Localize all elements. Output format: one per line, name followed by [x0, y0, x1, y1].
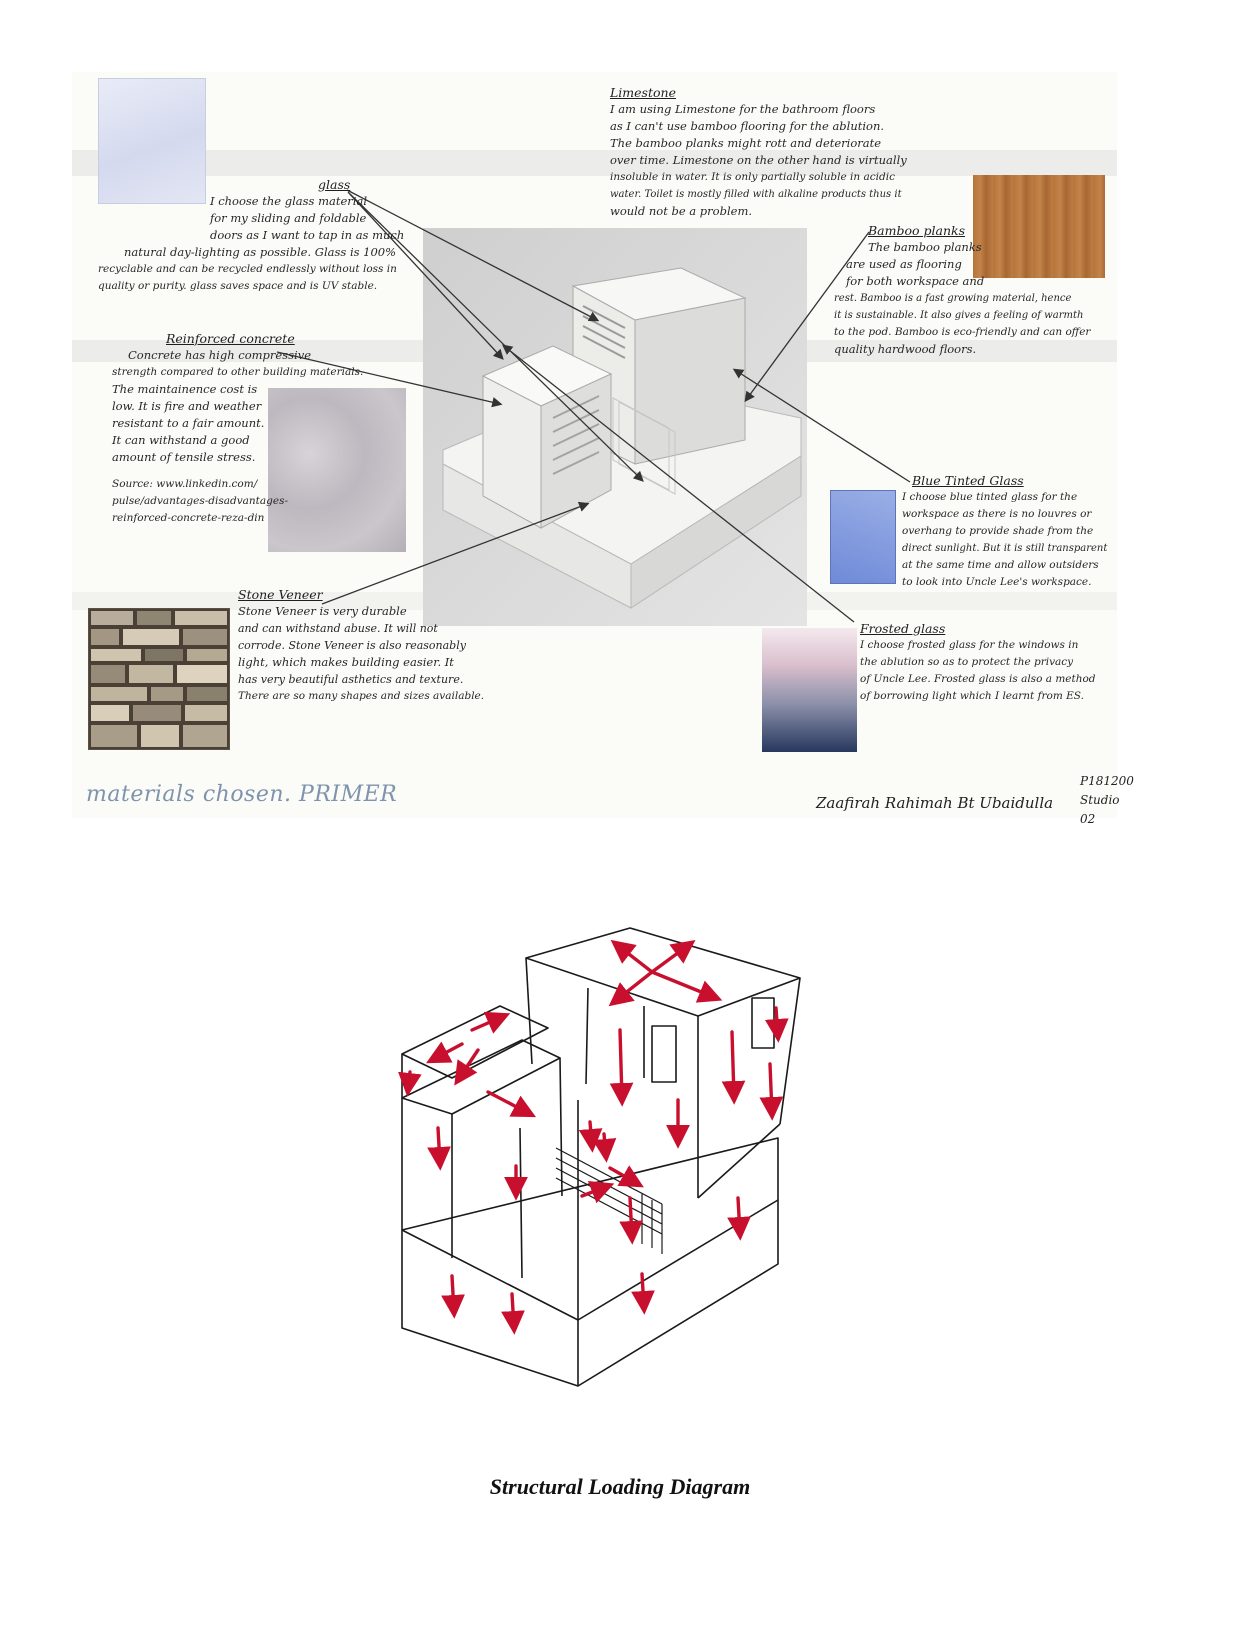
note-line: over time. Limestone on the other hand is virtually — [610, 153, 907, 167]
concrete-heading: Reinforced concrete — [166, 331, 295, 346]
note-line: the ablution so as to protect the privacy — [860, 656, 1074, 668]
source-line: reinforced-concrete-reza-din — [112, 512, 265, 524]
note-line: Stone Veneer is very durable — [238, 604, 407, 618]
note-line: direct sunlight. But it is still transparent — [902, 543, 1108, 554]
structural-loading-sketch — [392, 928, 822, 1386]
note-line: water. Toilet is mostly filled with alkaline products thus it — [610, 189, 902, 200]
note-line: recyclable and can be recycled endlessly without loss in — [98, 263, 397, 275]
note-line: of borrowing light which I learnt from ES. — [860, 690, 1084, 702]
note-line: quality or purity. glass saves space and is UV stable. — [98, 280, 378, 292]
note-line: and can withstand abuse. It will not — [238, 622, 438, 635]
glass-heading: glass — [318, 177, 351, 192]
blue-glass-heading: Blue Tinted Glass — [912, 473, 1024, 488]
limestone-heading: Limestone — [610, 85, 676, 100]
frosted-glass-swatch — [762, 628, 857, 752]
source-line: Source: www.linkedin.com/ — [112, 478, 258, 490]
note-line: insoluble in water. It is only partially soluble in acidic — [610, 171, 895, 183]
note-line: There are so many shapes and sizes available. — [238, 690, 485, 702]
note-line: The bamboo planks — [868, 240, 982, 254]
bamboo-note — [834, 222, 1116, 358]
blue-glass-note — [902, 472, 1116, 591]
frosted-glass-heading: Frosted glass — [860, 621, 946, 636]
note-line: I choose frosted glass for the windows in — [860, 639, 1079, 651]
note-line: The bamboo planks might rott and deteriorate — [610, 136, 882, 150]
note-line: It can withstand a good — [112, 433, 250, 447]
note-line: at the same time and allow outsiders — [902, 559, 1099, 571]
note-line: I choose blue tinted glass for the — [902, 491, 1078, 503]
stone-veneer-heading: Stone Veneer — [238, 587, 323, 602]
frosted-glass-note — [860, 620, 1110, 705]
note-line: Concrete has high compressive — [128, 348, 312, 362]
blue-glass-swatch — [830, 490, 896, 584]
note-line: corrode. Stone Veneer is also reasonably — [238, 639, 466, 652]
concrete-note — [112, 330, 377, 527]
note-line: it is sustainable. It also gives a feeling of warmth — [834, 310, 1084, 321]
note-line: natural day-lighting as possible. Glass is 100% — [124, 245, 397, 259]
note-line: for my sliding and foldable — [210, 211, 367, 225]
note-line: quality hardwood floors. — [834, 342, 977, 356]
student-id: P181200 — [1080, 774, 1134, 788]
note-line: strength compared to other building materials. — [112, 366, 364, 378]
author-name: Zaafirah Rahimah Bt Ubaidulla — [816, 794, 1054, 812]
source-line: pulse/advantages-disadvantages- — [112, 495, 289, 507]
note-line: rest. Bamboo is a fast growing material, hence — [834, 293, 1072, 304]
note-line: to look into Uncle Lee's workspace. — [902, 576, 1092, 588]
diagram-caption: Structural Loading Diagram — [489, 1474, 751, 1499]
note-line: amount of tensile stress. — [112, 450, 256, 464]
note-line: The maintainence cost is — [112, 382, 258, 396]
note-line: for both workspace and — [846, 274, 985, 288]
note-line: are used as flooring — [846, 257, 962, 271]
note-line: I am using Limestone for the bathroom floors — [610, 102, 876, 116]
glass-note — [98, 176, 418, 295]
stone-veneer-swatch — [88, 608, 230, 750]
board-title: materials chosen. PRIMER — [86, 782, 398, 807]
bamboo-heading: Bamboo planks — [868, 223, 966, 238]
note-line: has very beautiful asthetics and texture. — [238, 673, 464, 686]
note-line: would not be a problem. — [610, 204, 752, 218]
model-photo — [423, 228, 807, 626]
student-code — [1080, 772, 1134, 829]
stone-veneer-note — [238, 586, 508, 705]
note-line: light, which makes building easier. It — [238, 655, 454, 669]
note-line: doors as I want to tap in as much — [210, 228, 405, 242]
note-line: I choose the glass material — [210, 194, 367, 208]
note-line: low. It is fire and weather — [112, 399, 262, 413]
note-line: as I can't use bamboo flooring for the ablution. — [610, 119, 885, 133]
materials-board — [72, 72, 1134, 826]
note-line: of Uncle Lee. Frosted glass is also a method — [860, 673, 1096, 685]
note-line: resistant to a fair amount. — [112, 416, 265, 430]
note-line: to the pod. Bamboo is eco-friendly and can offer — [834, 326, 1091, 338]
note-line: overhang to provide shade from the — [902, 525, 1094, 537]
studio-label: Studio 02 — [1080, 793, 1120, 826]
note-line: workspace as there is no louvres or — [902, 508, 1092, 520]
limestone-note — [610, 84, 970, 220]
